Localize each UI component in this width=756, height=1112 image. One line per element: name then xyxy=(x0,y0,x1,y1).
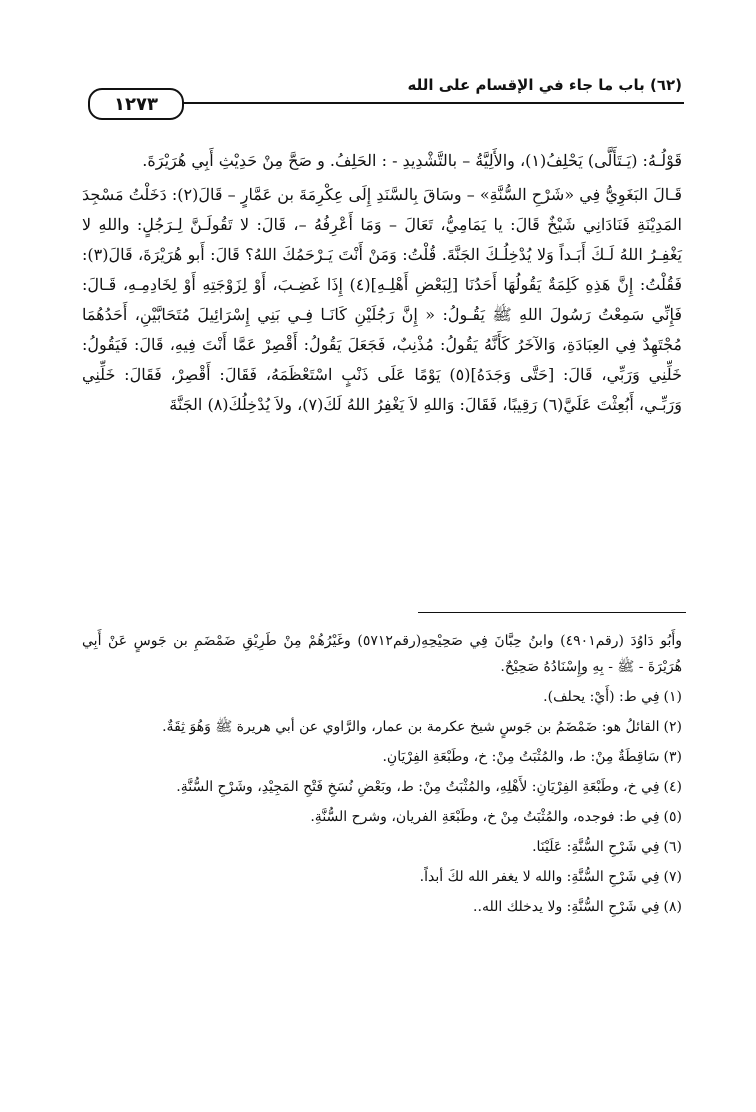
main-text xyxy=(82,146,682,420)
footnote-number: (٦) xyxy=(663,839,682,855)
footnote-text: سَاقِطَةٌ مِنْ: ط، والمُثْبَتُ مِنْ: خ، وطَبْعَةِ الفِرْيَانِ. xyxy=(382,749,660,765)
footnote-text: فِي شَرْحِ السُّنَّةِ: والله لا يغفر الله لكَ أبداً. xyxy=(419,869,660,885)
footnote-text: فِي خ، وطَبْعَةِ الفِرْيَانِ: لأَهْلِهِ، والمُثْبَتُ مِنْ: ط، وبَعْضِ نُسَخِ فَتْحِ المَجِيْدِ، وشَرْحِ السُّنَّةِ. xyxy=(176,779,660,795)
paragraph: قَـالَ البَغَوِيُّ فِي «شَرْحِ السُّنَّةِ» – وسَاقَ بِالسَّنَدِ إِلَى عِكْرِمَةَ بن عَمَّارٍ – قَالَ(٢): دَخَلْتُ مَسْجِدَ المَدِيْنَةِ فَنَادَانِي شَيْخٌ قَالَ: يا يَمَامِيُّ، تَعَالَ – وَمَا أَعْرِفُهُ –، قَالَ: لا تَقُولَـنَّ لِـرَجُلٍ: واللهِ لا يَغْفِـرُ اللهُ لَـكَ أَبَـداً وَلا يُدْخِلُـكَ الجَنَّةَ. قُلْتُ: وَمَنْ أَنْتَ يَـرْحَمُكَ اللهُ؟ قَالَ: أَبو هُرَيْرَةَ، قَالَ(٣): فَقُلْتُ: إِنَّ هَذِهِ كَلِمَةٌ يَقُولُهَا أَحَدُنَا [لِبَعْضِ أَهْلِـهِ](٤) إِذَا غَضِـبَ، أَوْ لِزَوْجَتِهِ أَوْ لِخَادِمِـهِ، قَـالَ: فَإِنِّي سَمِعْتُ رَسُولَ اللهِ ﷺ يَقُـولُ: « إِنَّ رَجُلَيْنِ كَانَـا فِـي بَنِي إِسْرَائِيلَ مُتَحَابَّيْنِ، أَحَدُهُمَا مُجْتَهِدٌ فِي العِبَادَةِ، وَالآخَرُ كَأَنَّهُ يَقُولُ: مُذْنِبٌ، فَجَعَلَ يَقُولُ: أَقْصِرْ عَمَّا أَنْتَ فِيهِ، قَالَ: فَيَقُولُ: خَلِّنِي وَرَبِّي، قَالَ: [حَتَّى وَجَدَهُ](٥) يَوْمًا عَلَى ذَنْبٍ اسْتَعْظَمَهُ، فَقَالَ: أَقْصِرْ، فَقَالَ: خَلِّنِي وَرَبِّـي، أَبُعِثْتَ عَلَيَّ(٦) رَقِيبًا، فَقَالَ: وَاللهِ لاَ يَغْفِرُ اللهُ لَكَ(٧)، ولاَ يُدْخِلُكَ(٨) الجَنَّةَ xyxy=(82,185,683,414)
footnote-text: فِي ط: فوجده، والمُثْبَتُ مِنْ خ، وطَبْعَةِ الفريان، وشرح السُّنَّةِ. xyxy=(310,809,660,825)
page-number-badge: ١٢٧٣ xyxy=(88,88,184,120)
footnote-item xyxy=(82,744,682,770)
footnote-item xyxy=(82,834,682,860)
paragraph: قَوْلُـهُ: (يَـتَأَلَّى) يَحْلِفُ(١)، والأَلِيَّةُ – بالتَّشْدِيدِ - : الحَلِفُ. و صَحَّ مِنْ حَدِيْثِ أَبِي هُرَيْرَةَ. xyxy=(142,151,682,170)
footnote-item xyxy=(82,894,682,920)
header-rule xyxy=(184,102,684,104)
footnote-number: (٨) xyxy=(663,899,682,915)
footnote-item xyxy=(82,684,682,710)
footnote-divider xyxy=(418,612,686,613)
footnote-text: فِي شَرْحِ السُّنَّةِ: ولا يدخلك الله.. xyxy=(473,899,660,915)
footnote-number: (٣) xyxy=(663,749,682,765)
footnote-item xyxy=(82,774,682,800)
footnote-list xyxy=(82,684,682,920)
footnote-text: فِي ط: (أَيْ: يحلف). xyxy=(543,689,660,705)
footnote-number: (٧) xyxy=(663,869,682,885)
footnotes xyxy=(82,628,682,924)
footnote-item xyxy=(82,714,682,740)
footnote-number: (٥) xyxy=(663,809,682,825)
footnote-number: (٤) xyxy=(663,779,682,795)
footnote-text: فِي شَرْحِ السُّنَّةِ: عَلَيْنَا. xyxy=(532,839,660,855)
footnote-number: (٢) xyxy=(663,719,682,735)
page-header xyxy=(88,68,684,118)
footnote-number: (١) xyxy=(663,689,682,705)
footnote-item xyxy=(82,864,682,890)
footnote-text: القائلُ هو: ضَمْضَمُ بن جَوسٍ شيخ عكرمة بن عمار، والرَّاوي عن أبي هريرة ﷺ وَهُوَ ثِقَةٌ. xyxy=(162,719,660,735)
footnote-item xyxy=(82,804,682,830)
footnote-continuation: وأَبُو دَاوُدَ (رقم٤٩٠١) وابنُ حِبَّانَ فِي صَحِيْحِهِ(رقم٥٧١٢) وغَيْرُهُمْ مِنْ طَرِيْقِ ضَمْضَمِ بن جَوسٍ عَنْ أَبِي هُرَيْرَةَ - ﷺ - بِهِ وإِسْنَادُهُ صَحِيْحٌ. xyxy=(82,633,683,675)
chapter-title: (٦٢) باب ما جاء في الإقسام على الله xyxy=(407,76,682,94)
